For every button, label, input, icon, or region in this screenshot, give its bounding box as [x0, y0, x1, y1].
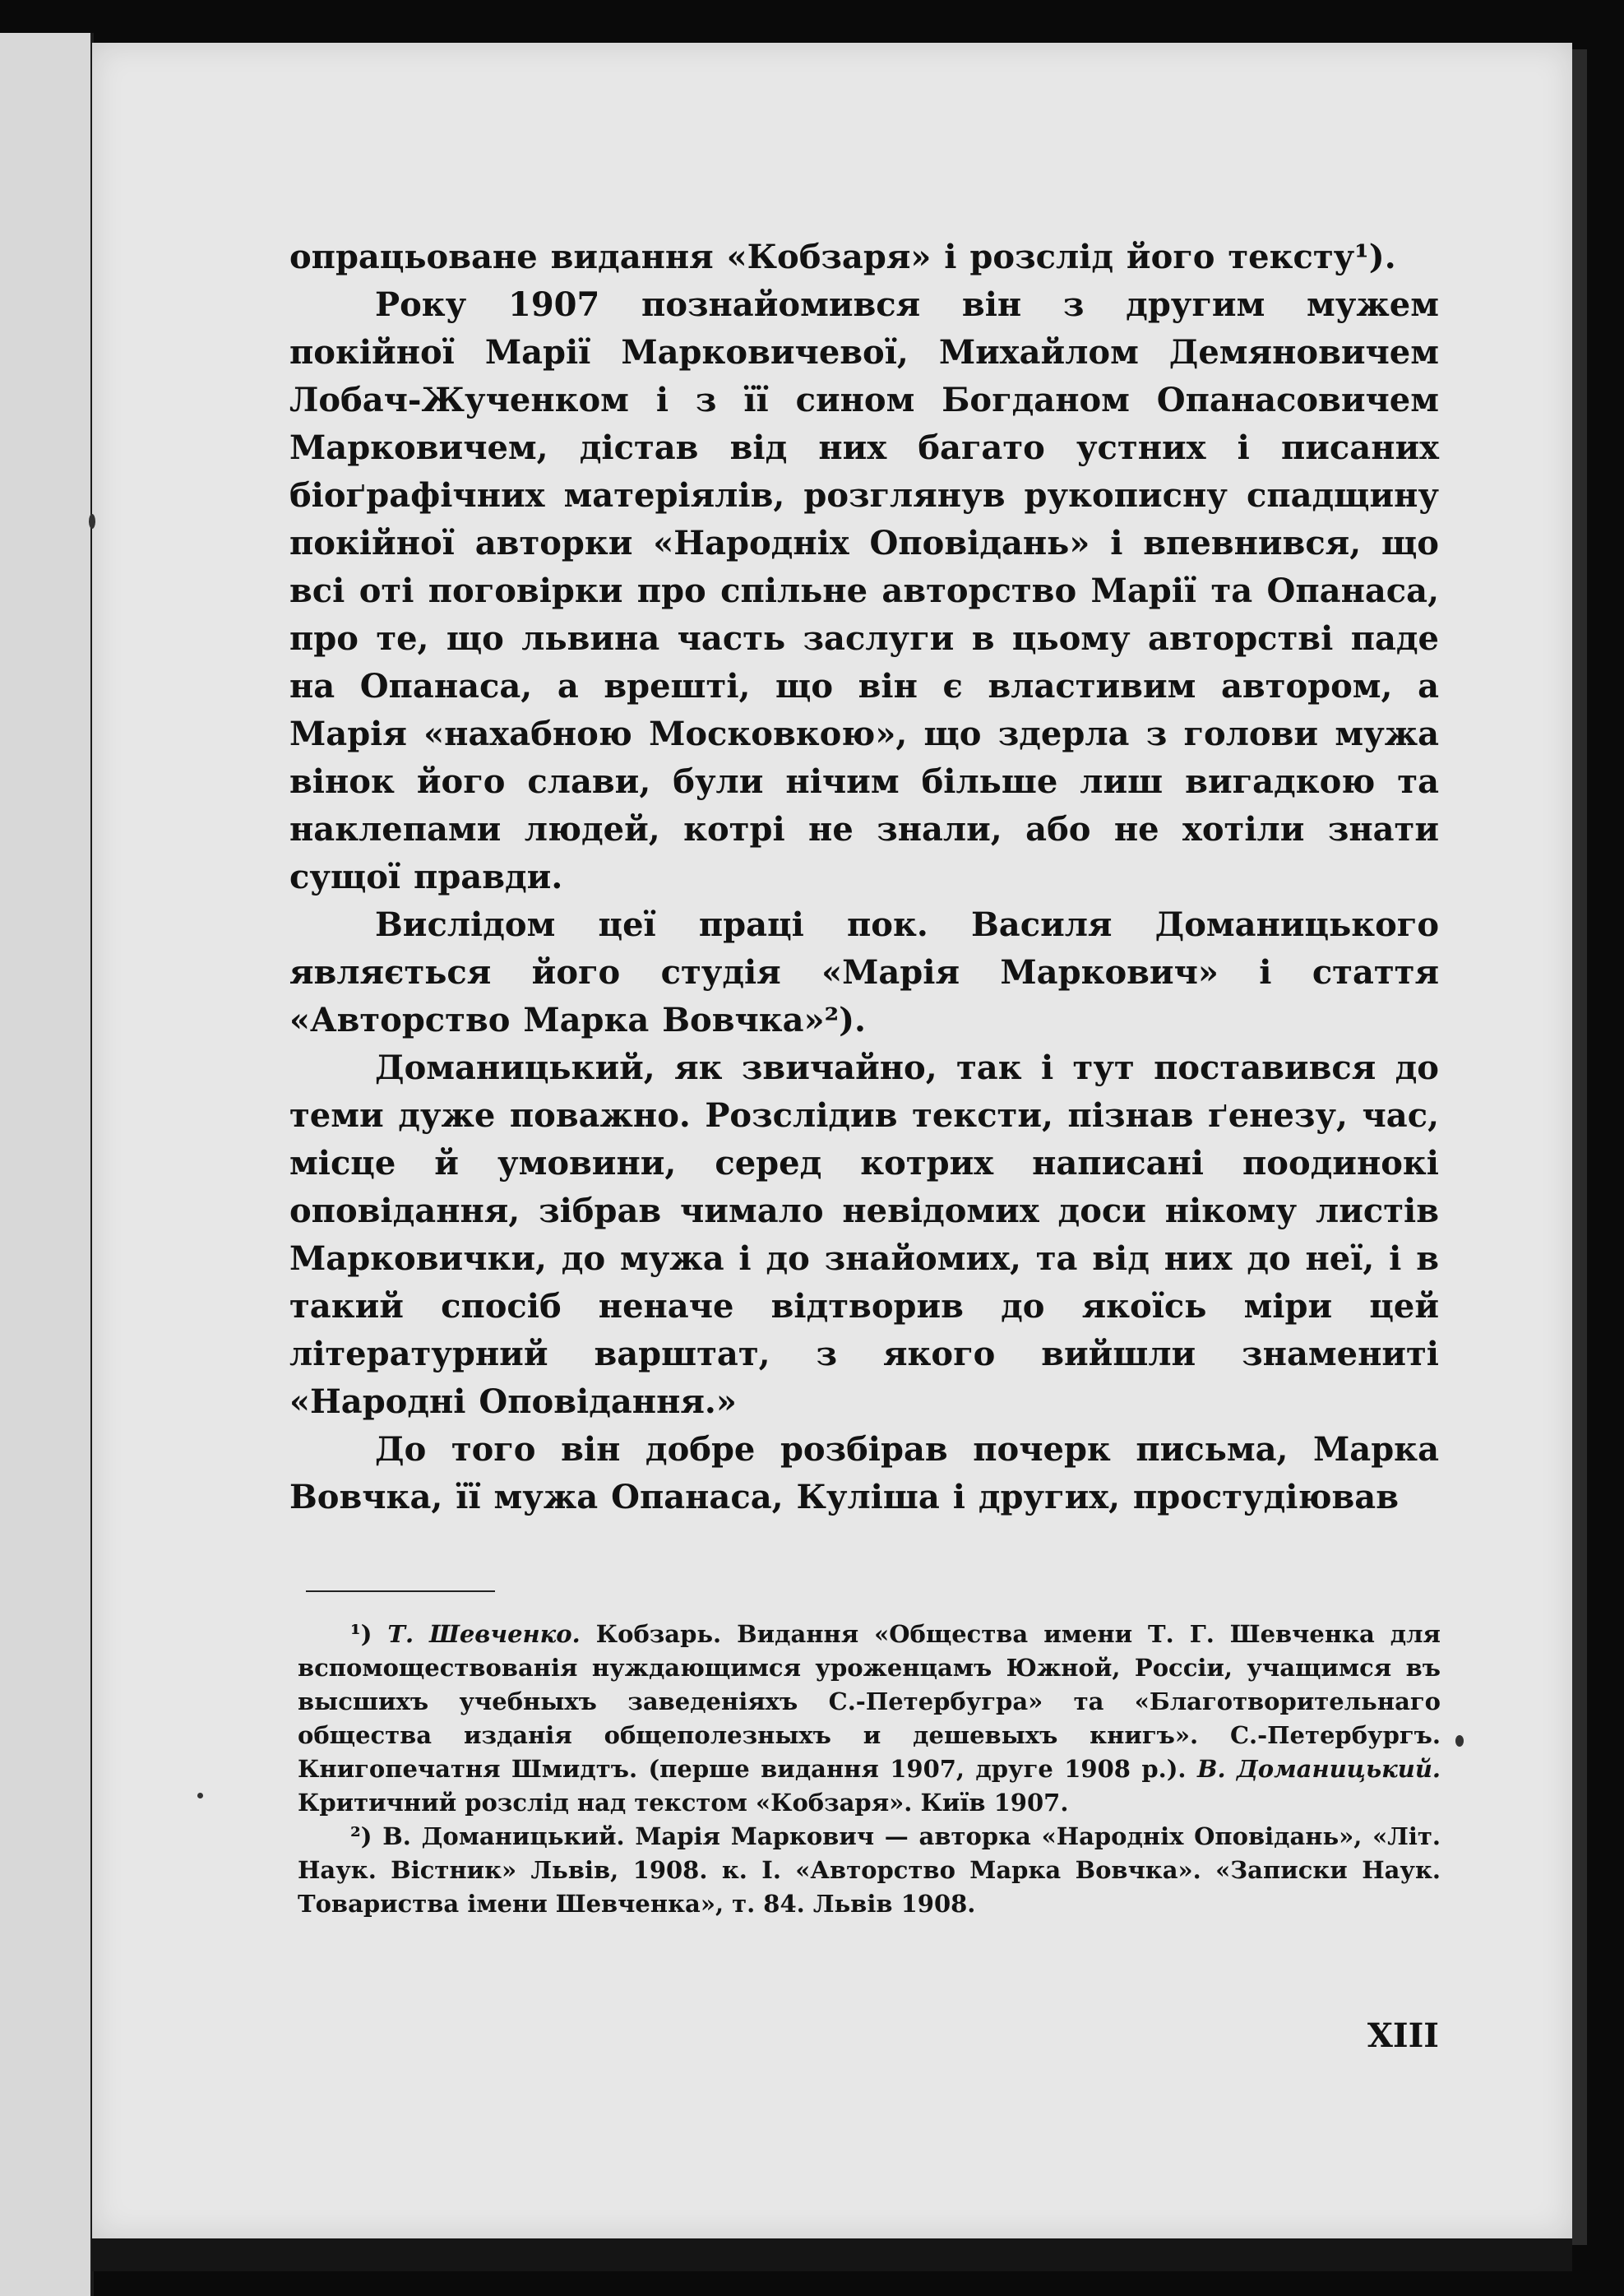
- book-page: [92, 43, 1572, 2238]
- body-text: [289, 234, 1439, 1521]
- paragraph-1: опрацьоване видання «Кобзаря» і розслід його тексту¹).: [289, 238, 1396, 276]
- scan-speck: [197, 1793, 203, 1798]
- paragraph-2: Року 1907 познайомився він з другим мужем покійної Марії Марковичевої, Михайлом Демяновичем Лобач-Жученком і з її сином Богданом Опанасовичем Марковичем, дістав від них багато устних і писаних біоґрафічних матеріялів, розглянув рукописну спадщину покійної авторки «Народніх Оповідань» і впевнився, що всі оті поговірки про спільне авторство Марії та Опанаса, про те, що львина часть заслуги в цьому авторстві паде на Опанаса, а врешті, що він є властивим автором, а Марія «нахабною Московкою», що здерла з голови мужа вінок його слави, були нічим більше лиш вигадкою та наклепами людей, котрі не знали, або не хотіли знати сущої правди.: [289, 285, 1439, 896]
- paragraph-5: До того він добре розбірав почерк письма, Марка Вовчка, її мужа Опанаса, Куліша і других, простудіював: [289, 1430, 1439, 1516]
- scan-speck: [1455, 1735, 1464, 1747]
- paragraph-4: Доманицький, як звичайно, так і тут поставився до теми дуже поважно. Розслідив тексти, пізнав ґенезу, час, місце й умовини, серед котрих написані поодинокі оповідання, зібрав чимало невідомих доси нікому листів Марковички, до мужа і до знайомих, та від них до неї, і в такий спосіб неначе відтворив до якоїсь міри цей літературний варштат, з якого вийшли знамениті «Народні Оповідання.»: [289, 1048, 1439, 1421]
- footnote-1-author: Т. Шевченко.: [387, 1620, 581, 1648]
- page-number: XIII: [1367, 2016, 1439, 2055]
- facing-page-edge: [0, 33, 94, 2296]
- footnotes: [298, 1618, 1441, 1921]
- footnote-separator: [306, 1590, 495, 1592]
- footnote-1-marker: ¹): [350, 1620, 372, 1648]
- scan-speck: [89, 514, 95, 529]
- footnote-2-marker: ²): [350, 1822, 372, 1850]
- footnote-1-text-a: Кобзарь. Видання «Общества имени Т. Г. Шевченка для вспомоществованія нуждающимся уроженцамъ Южной, Россіи, учащимся въ высшихъ учебныхъ заведеніяхъ С.-Петербугра» та «Благотворительнаго общества изданія общеполезныхъ и дешевыхъ книгъ». С.-Петербургъ. Книгопечатня Шмидтъ. (перше видання 1907, друге 1908 р.).: [298, 1620, 1441, 1783]
- footnote-1: [298, 1618, 1441, 1820]
- page-right-edge: [1572, 49, 1587, 2245]
- footnote-2: [298, 1820, 1441, 1921]
- paragraph-3: Вислідом цеї праці пок. Василя Доманицького являється його студія «Марія Маркович» і стаття «Авторство Марка Вовчка»²).: [289, 905, 1439, 1039]
- footnote-2-text: В. Доманицький. Марія Маркович — авторка «Народніх Оповідань», «Літ. Наук. Вістник» Львів, 1908. к. I. «Авторство Марка Вовчка». «Записки Наук. Товариства імени Шевченка», т. 84. Львів 1908.: [298, 1822, 1441, 1918]
- footnote-1-author-2: В. Доманицький.: [1196, 1755, 1441, 1783]
- page-bottom-edge: [92, 2238, 1572, 2271]
- footnote-1-text-b: Критичний розслід над текстом «Кобзаря». Київ 1907.: [298, 1789, 1069, 1817]
